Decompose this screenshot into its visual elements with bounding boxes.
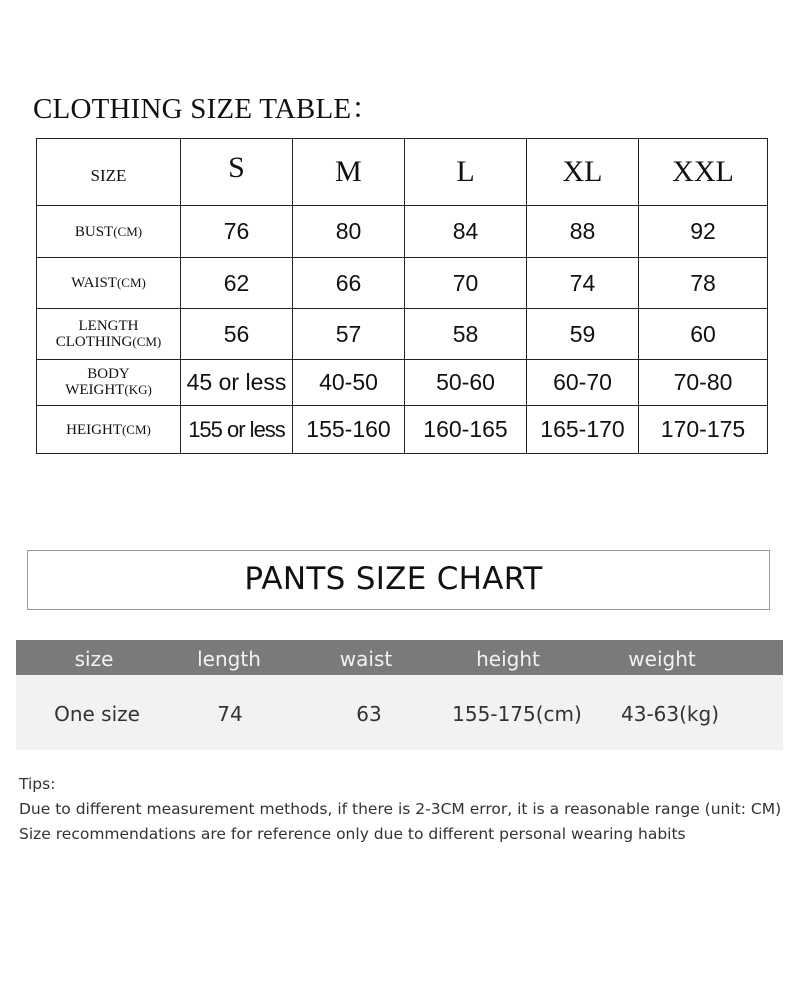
table-cell: 74 [527,258,639,309]
table-cell: 57 [293,309,405,360]
table-cell: 155 or less [181,406,293,454]
size-l-header: L [405,139,527,206]
pants-size-title: PANTS SIZE CHART [244,561,543,597]
table-cell: 50-60 [405,360,527,406]
pants-cell-weight: 43-63(kg) [621,702,719,726]
table-cell: 165-170 [527,406,639,454]
pants-header-waist: waist [339,647,393,671]
size-xl-header: XL [527,139,639,206]
pants-header-weight: weight [628,647,696,671]
table-cell: 60 [639,309,768,360]
tips-line: Due to different measurement methods, if there is 2-3CM error, it is a reasonable range (unit: CM) [19,800,782,818]
bust-row [37,206,768,258]
size-s-header: S [181,139,293,206]
table-cell: 92 [639,206,768,258]
body-weight-label: BODY WEIGHT(KG) [37,360,181,406]
clothing-size-table [36,138,768,454]
pants-header-height: height [476,647,540,671]
table-cell: 80 [293,206,405,258]
length-row [37,309,768,360]
table-cell: 59 [527,309,639,360]
table-cell: 88 [527,206,639,258]
table-cell: 40-50 [293,360,405,406]
tips-line: Size recommendations are for reference only due to different personal wearing habits [19,825,686,843]
table-cell: 70 [405,258,527,309]
bust-label: BUST(CM) [37,206,181,258]
table-cell: 78 [639,258,768,309]
waist-row [37,258,768,309]
body-weight-row [37,360,768,406]
table-cell: 76 [181,206,293,258]
table-cell: 45 or less [181,360,293,406]
clothing-size-title: CLOTHING SIZE TABLE： [33,93,381,125]
pants-title-box [27,550,770,610]
table-cell: 160-165 [405,406,527,454]
pants-table-header [16,640,783,675]
tips-section [19,772,781,847]
length-label: LENGTH CLOTHING(CM) [37,309,181,360]
waist-label: WAIST(CM) [37,258,181,309]
pants-cell-length: 74 [217,702,243,726]
size-xxl-header: XXL [639,139,768,206]
pants-header-length: length [197,647,261,671]
pants-cell-height: 155-175(cm) [452,702,582,726]
tips-heading: Tips: [19,775,56,793]
pants-table-row [16,675,783,750]
table-cell: 170-175 [639,406,768,454]
table-cell: 70-80 [639,360,768,406]
height-label: HEIGHT(CM) [37,406,181,454]
table-cell: 66 [293,258,405,309]
height-row [37,406,768,454]
table-cell: 60-70 [527,360,639,406]
size-label: SIZE [37,139,181,206]
pants-header-size: size [74,647,114,671]
table-cell: 62 [181,258,293,309]
table-cell: 58 [405,309,527,360]
table-cell: 155-160 [293,406,405,454]
table-cell: 84 [405,206,527,258]
pants-cell-size: One size [54,702,140,726]
size-header-row [37,139,768,206]
pants-cell-waist: 63 [356,702,382,726]
size-m-header: M [293,139,405,206]
table-cell: 56 [181,309,293,360]
